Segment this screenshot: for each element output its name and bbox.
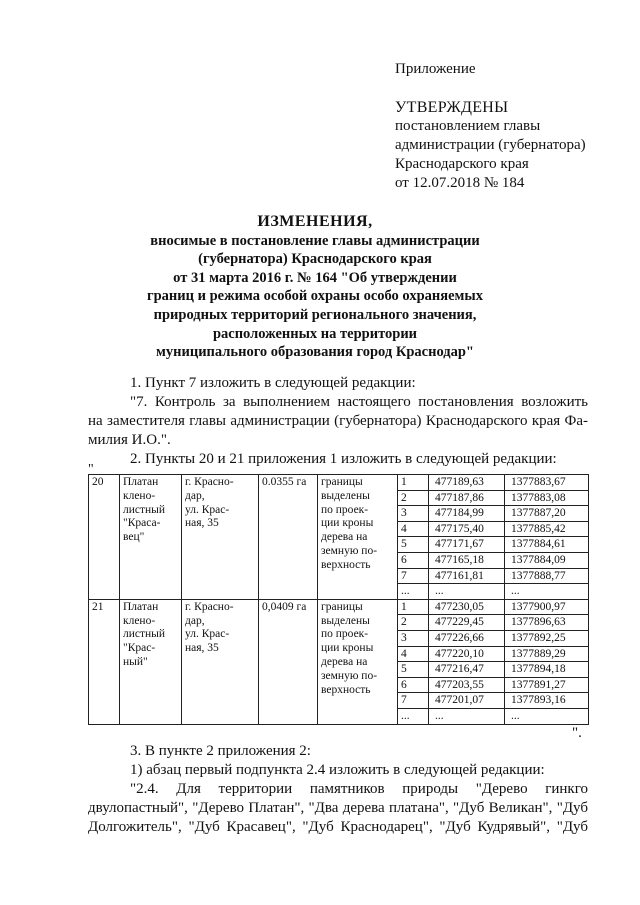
point-number-cell: ...	[398, 584, 429, 600]
point-number-cell: 7	[398, 568, 429, 584]
row-number-cell: 21	[89, 599, 120, 724]
title-main: ИЗМЕНЕНИЯ,	[257, 213, 373, 230]
name-cell-line: листный	[123, 503, 166, 516]
x-coordinate-cell: 477165,18	[429, 552, 505, 568]
x-coordinate-cell: ...	[429, 584, 505, 600]
territory-table	[88, 474, 589, 725]
name-cell-line: ный"	[123, 655, 148, 668]
description-cell	[318, 599, 398, 724]
close-quote: ".	[572, 725, 582, 741]
x-coordinate-cell: 477161,81	[429, 568, 505, 584]
y-coordinate-cell: 1377900,97	[505, 599, 589, 615]
x-coordinate-cell: 477226,66	[429, 630, 505, 646]
approved-label: УТВЕРЖДЕНЫ	[395, 99, 509, 116]
name-cell-line: Платан	[123, 600, 159, 613]
description-cell-line: ции кроны	[321, 517, 374, 530]
y-coordinate-cell: 1377883,08	[505, 490, 589, 506]
point-number-cell: 2	[398, 490, 429, 506]
paragraph-2-line: "7. Контроль за выполнением настоящего постановления возложить	[130, 394, 588, 410]
paragraph-3: 2. Пункты 20 и 21 приложения 1 изложить в следующей редакции:	[130, 451, 557, 467]
description-cell-line: выделены	[321, 614, 370, 627]
name-cell-line: Платан	[123, 476, 159, 488]
y-coordinate-cell: 1377884,09	[505, 552, 589, 568]
approval-block	[395, 60, 586, 193]
paragraph-2	[88, 393, 588, 450]
description-cell-line: верхность	[321, 558, 371, 571]
title-line: границ и режима особой охраны особо охраняемых	[147, 288, 483, 305]
y-coordinate-cell: 1377893,16	[505, 693, 589, 709]
description-cell-line: границы	[321, 476, 363, 488]
address-cell-line: дар,	[185, 614, 205, 627]
y-coordinate-cell: 1377884,61	[505, 537, 589, 553]
name-cell-line: "Краса-	[123, 517, 161, 530]
x-coordinate-cell: 477187,86	[429, 490, 505, 506]
open-quote: "	[88, 462, 94, 477]
title-line: от 31 марта 2016 г. № 164 "Об утверждении	[173, 269, 457, 286]
title-line: расположенных на территории	[212, 325, 418, 342]
x-coordinate-cell: 477230,05	[429, 599, 505, 615]
name-cell-line: "Крас-	[123, 642, 156, 655]
x-coordinate-cell: 477220,10	[429, 646, 505, 662]
approval-line: постановлением главы	[395, 118, 541, 134]
description-cell-line: дерева на	[321, 655, 368, 668]
point-number-cell: 3	[398, 506, 429, 522]
address-cell-line: ул. Крас-	[185, 503, 230, 516]
row-number-cell: 20	[89, 475, 120, 600]
x-coordinate-cell: 477184,99	[429, 506, 505, 522]
point-number-cell: ...	[398, 708, 429, 724]
paragraph-1: 1. Пункт 7 изложить в следующей редакции:	[130, 375, 416, 391]
description-cell-line: выделены	[321, 489, 370, 502]
point-number-cell: 5	[398, 662, 429, 678]
point-number-cell: 7	[398, 693, 429, 709]
address-cell-line: ная, 35	[185, 642, 219, 655]
document-title	[100, 213, 530, 362]
description-cell-line: верхность	[321, 683, 371, 696]
approval-date: от 12.07.2018 № 184	[395, 175, 525, 191]
y-coordinate-cell: 1377892,25	[505, 630, 589, 646]
paragraph-5: 1) абзац первый подпункта 2.4 изложить в следующей редакции:	[130, 762, 545, 778]
description-cell-line: земную по-	[321, 544, 378, 557]
title-line: муниципального образования город Краснодар"	[156, 344, 474, 361]
description-cell-line: ции кроны	[321, 642, 374, 655]
title-line: вносимые в постановление главы администрации	[150, 232, 480, 249]
title-line: природных территорий регионального значения,	[153, 306, 477, 323]
table-body	[89, 475, 589, 725]
x-coordinate-cell: 477229,45	[429, 615, 505, 631]
x-coordinate-cell: 477201,07	[429, 693, 505, 709]
paragraph-4: 3. В пункте 2 приложения 2:	[130, 743, 311, 759]
paragraph-6-line: Долгожитель", "Дуб Красавец", "Дуб Краснодарец", "Дуб Кудрявый", "Дуб	[88, 819, 588, 835]
title-line: (губернатора) Краснодарского края	[198, 251, 432, 268]
x-coordinate-cell: ...	[429, 708, 505, 724]
paragraph-2-line: на заместителя главы администрации (губернатора) Краснодарского края Фа-	[88, 413, 588, 429]
name-cell-line: листный	[123, 628, 166, 641]
point-number-cell: 3	[398, 630, 429, 646]
table-row	[89, 599, 589, 615]
address-cell-line: ул. Крас-	[185, 628, 230, 641]
name-cell-line: клено-	[123, 614, 156, 627]
x-coordinate-cell: 477216,47	[429, 662, 505, 678]
description-cell-line: по проек-	[321, 628, 369, 641]
description-cell	[318, 475, 398, 600]
paragraph-2-line: милия И.О.".	[88, 432, 171, 448]
y-coordinate-cell: 1377885,42	[505, 521, 589, 537]
table-row	[89, 475, 589, 491]
point-number-cell: 1	[398, 599, 429, 615]
y-coordinate-cell: 1377883,67	[505, 475, 589, 491]
paragraph-6-line: "2.4. Для территории памятников природы "Дерево гинкго	[130, 781, 588, 797]
name-cell	[120, 475, 182, 600]
area-cell: 0.0355 га	[259, 475, 318, 600]
name-cell	[120, 599, 182, 724]
address-cell-line: г. Красно-	[185, 476, 234, 488]
description-cell-line: дерева на	[321, 531, 368, 544]
address-cell	[182, 599, 259, 724]
area-cell: 0,0409 га	[259, 599, 318, 724]
description-cell-line: границы	[321, 600, 363, 613]
address-cell-line: г. Красно-	[185, 600, 234, 613]
name-cell-line: клено-	[123, 489, 156, 502]
approval-line: Краснодарского края	[395, 156, 529, 172]
x-coordinate-cell: 477189,63	[429, 475, 505, 491]
paragraph-6-line: двулопастный", "Дерево Платан", "Два дерева платана", "Дуб Великан", "Дуб	[88, 800, 588, 816]
point-number-cell: 6	[398, 677, 429, 693]
description-cell-line: по проек-	[321, 503, 369, 516]
description-cell-line: земную по-	[321, 669, 378, 682]
address-cell	[182, 475, 259, 600]
point-number-cell: 4	[398, 646, 429, 662]
y-coordinate-cell: 1377888,77	[505, 568, 589, 584]
point-number-cell: 6	[398, 552, 429, 568]
x-coordinate-cell: 477175,40	[429, 521, 505, 537]
y-coordinate-cell: 1377887,20	[505, 506, 589, 522]
approval-line: администрации (губернатора)	[395, 137, 586, 153]
y-coordinate-cell: ...	[505, 708, 589, 724]
name-cell-line: вец"	[123, 531, 145, 544]
point-number-cell: 2	[398, 615, 429, 631]
y-coordinate-cell: 1377891,27	[505, 677, 589, 693]
address-cell-line: дар,	[185, 489, 205, 502]
point-number-cell: 1	[398, 475, 429, 491]
point-number-cell: 5	[398, 537, 429, 553]
paragraph-6	[88, 780, 588, 837]
x-coordinate-cell: 477203,55	[429, 677, 505, 693]
y-coordinate-cell: 1377894,18	[505, 662, 589, 678]
y-coordinate-cell: 1377889,29	[505, 646, 589, 662]
y-coordinate-cell: ...	[505, 584, 589, 600]
point-number-cell: 4	[398, 521, 429, 537]
address-cell-line: ная, 35	[185, 517, 219, 530]
y-coordinate-cell: 1377896,63	[505, 615, 589, 631]
appendix-label: Приложение	[395, 61, 476, 77]
x-coordinate-cell: 477171,67	[429, 537, 505, 553]
